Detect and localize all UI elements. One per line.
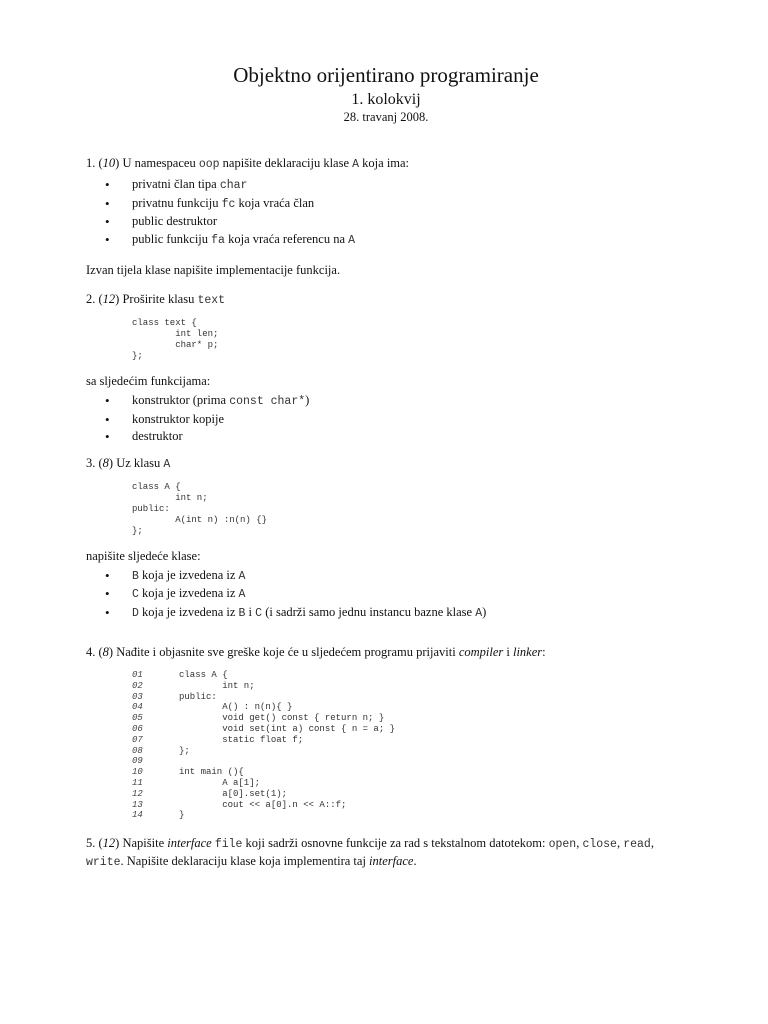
list-item: • konstruktor kopije	[105, 411, 225, 427]
list-item: • destruktor	[105, 429, 183, 444]
bullet-icon: •	[105, 586, 110, 601]
code-line: 06 void set(int a) const { n = a; }	[132, 723, 396, 734]
code-line: 11 A a[1];	[132, 777, 261, 788]
page-title: Objektno orijentirano programiranje	[233, 63, 539, 87]
bullet-icon: •	[105, 231, 110, 247]
list-item: • privatni član tipa char	[105, 177, 248, 192]
code-line: 04 A() : n(n){ }	[132, 702, 293, 713]
code-line: 09	[132, 756, 143, 767]
code-line: 14 }	[132, 810, 185, 821]
question-3-intro: napišite sljedeće klase:	[86, 548, 201, 563]
exam-date: 28. travanj 2008.	[343, 110, 429, 124]
bullet-icon: •	[105, 567, 110, 583]
bullet-icon: •	[105, 411, 110, 427]
code-line: 10 int main (){	[132, 767, 244, 778]
question-1-note: Izvan tijela klase napišite implementacije funkcija.	[86, 263, 341, 277]
page-subtitle: 1. kolokvij	[351, 91, 421, 108]
list-item: • D koja je izvedena iz B i C (i sadrži samo jednu instancu bazne klase A)	[105, 604, 487, 620]
bullet-icon: •	[105, 177, 110, 192]
bullet-icon: •	[105, 393, 110, 408]
question-2-intro: sa sljedećim funkcijama:	[86, 374, 211, 388]
bullet-icon: •	[105, 195, 110, 211]
question-5: 5. (12) Napišite interface file koji sadrži osnovne funkcije za rad s tekstalnom datotekom: open, close, read, write. Napišite deklaraciju klase koja implementira taj interface.	[86, 836, 654, 870]
bullet-icon: •	[105, 429, 110, 444]
bullet-icon: •	[105, 604, 110, 620]
code-block-class-a: class A { int n; public: A(int n) :n(n) {} };	[132, 481, 268, 536]
code-line: 07 static float f;	[132, 734, 304, 745]
code-line: 08 };	[132, 745, 190, 756]
list-item: • B koja je izvedena iz A	[105, 567, 246, 583]
code-line: 01 class A {	[132, 670, 228, 680]
exam-page	[86, 62, 686, 871]
code-block-program	[132, 670, 686, 821]
code-line: 05 void get() const { return n; }	[132, 713, 385, 724]
code-line: 02 int n;	[132, 680, 255, 691]
question-2: 2. (12) Proširite klasu text	[86, 292, 226, 307]
list-item: • public destruktor	[105, 214, 218, 229]
code-block-text: class text { int len; char* p; };	[132, 318, 219, 361]
question-2-list	[86, 392, 686, 446]
list-item: • C koja je izvedena iz A	[105, 586, 246, 601]
question-1-list	[86, 176, 686, 249]
list-item: • privatnu funkciju fc koja vraća član	[105, 195, 315, 211]
list-item: • konstruktor (prima const char*)	[105, 393, 310, 408]
question-4: 4. (8) Nađite i objasnite sve greške koje će u sljedećem programu prijaviti compiler i linker:	[86, 645, 546, 659]
bullet-icon: •	[105, 214, 110, 229]
question-3-list	[86, 567, 686, 623]
code-line: 12 a[0].set(1);	[132, 788, 288, 799]
question-1: 1. (10) U namespaceu oop napišite deklaraciju klase A koja ima:	[86, 156, 410, 171]
code-line: 13 cout << a[0].n << A::f;	[132, 799, 347, 810]
list-item: • public funkciju fa koja vraća referencu na A	[105, 231, 356, 247]
question-3: 3. (8) Uz klasu A	[86, 455, 171, 471]
code-line: 03 public:	[132, 691, 217, 702]
